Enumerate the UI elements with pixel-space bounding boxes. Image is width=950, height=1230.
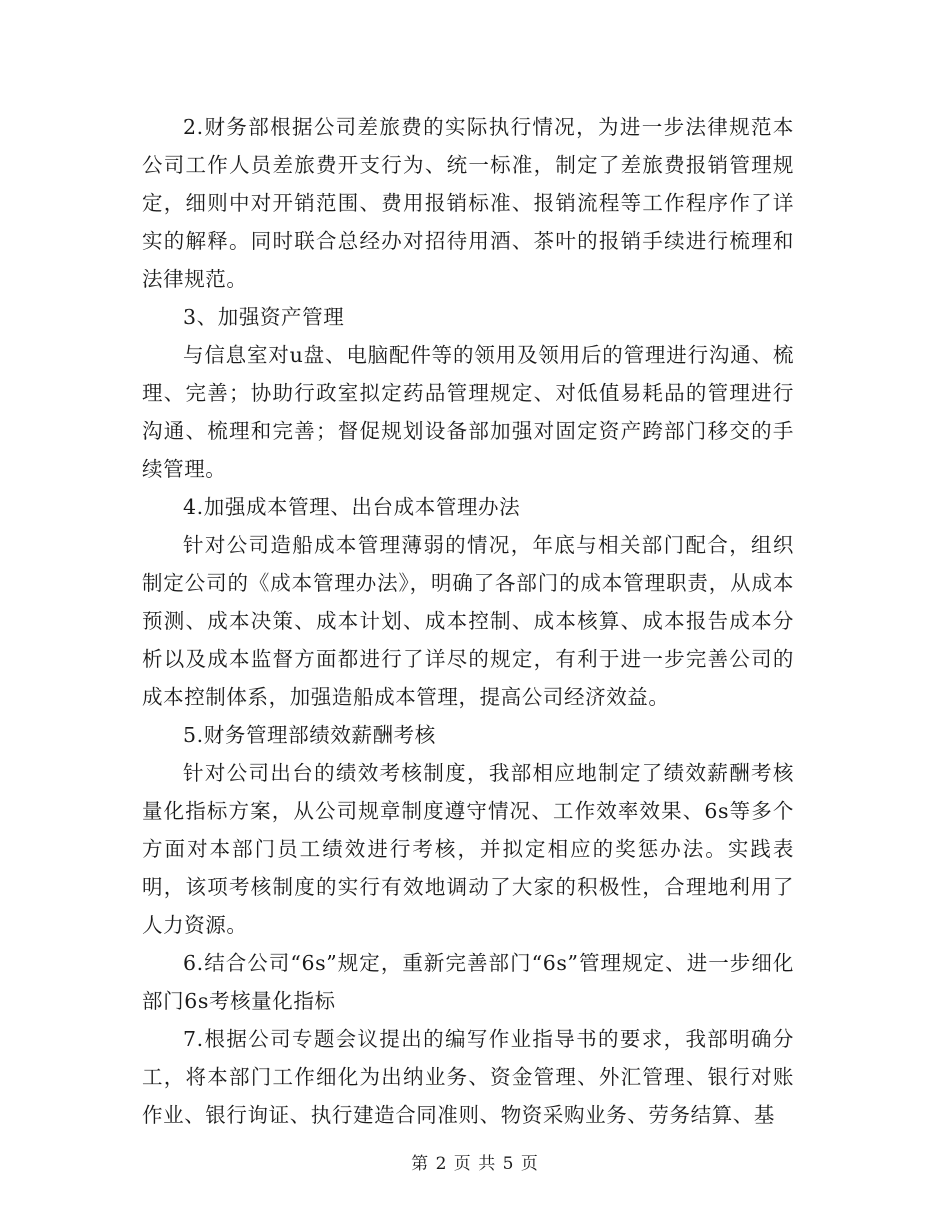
page-number-footer: 第 2 页 共 5 页 xyxy=(411,1154,539,1174)
paragraph-asset-management: 与信息室对u盘、电脑配件等的领用及领用后的管理进行沟通、梳理、完善；协助行政室拟定药品管理规定、对低值易耗品的管理进行沟通、梳理和完善；督促规划设备部加强对固定资产跨部门移交的手续管理。 xyxy=(142,343,794,481)
heading-cost-management: 4.加强成本管理、出台成本管理办法 xyxy=(183,495,521,519)
paragraph-travel-expense: 2.财务部根据公司差旅费的实际执行情况，为进一步法律规范本公司工作人员差旅费开支行为、统一标准，制定了差旅费报销管理规定，细则中对开销范围、费用报销标准、报销流程等工作程序作了详实的解释。同时联合总经办对招待用酒、茶叶的报销手续进行梳理和法律规范。 xyxy=(142,115,794,291)
document-body xyxy=(142,108,794,1134)
paragraph-cost-management: 针对公司造船成本管理薄弱的情况，年底与相关部门配合，组织制定公司的《成本管理办法》，明确了各部门的成本管理职责，从成本预测、成本决策、成本计划、成本控制、成本核算、成本报告成本分析以及成本监督方面都进行了详尽的规定，有利于进一步完善公司的成本控制体系，加强造船成本管理，提高公司经济效益。 xyxy=(142,533,794,709)
paragraph-performance-assessment: 针对公司出台的绩效考核制度，我部相应地制定了绩效薪酬考核量化指标方案，从公司规章制度遵守情况、工作效率效果、6s等多个方面对本部门员工绩效进行考核，并拟定相应的奖惩办法。实践表明，该项考核制度的实行有效地调动了大家的积极性，合理地利用了人力资源。 xyxy=(142,761,794,937)
paragraph-work-instructions: 7.根据公司专题会议提出的编写作业指导书的要求，我部明确分工，将本部门工作细化为出纳业务、资金管理、外汇管理、银行对账作业、银行询证、执行建造合同准则、物资采购业务、劳务结算、基 xyxy=(142,1027,794,1127)
paragraph-6s-regulation: 6.结合公司“6s”规定，重新完善部门“6s”管理规定、进一步细化部门6s考核量化指标 xyxy=(142,951,794,1013)
heading-performance-assessment: 5.财务管理部绩效薪酬考核 xyxy=(183,723,436,747)
heading-asset-management: 3、加强资产管理 xyxy=(183,305,345,329)
